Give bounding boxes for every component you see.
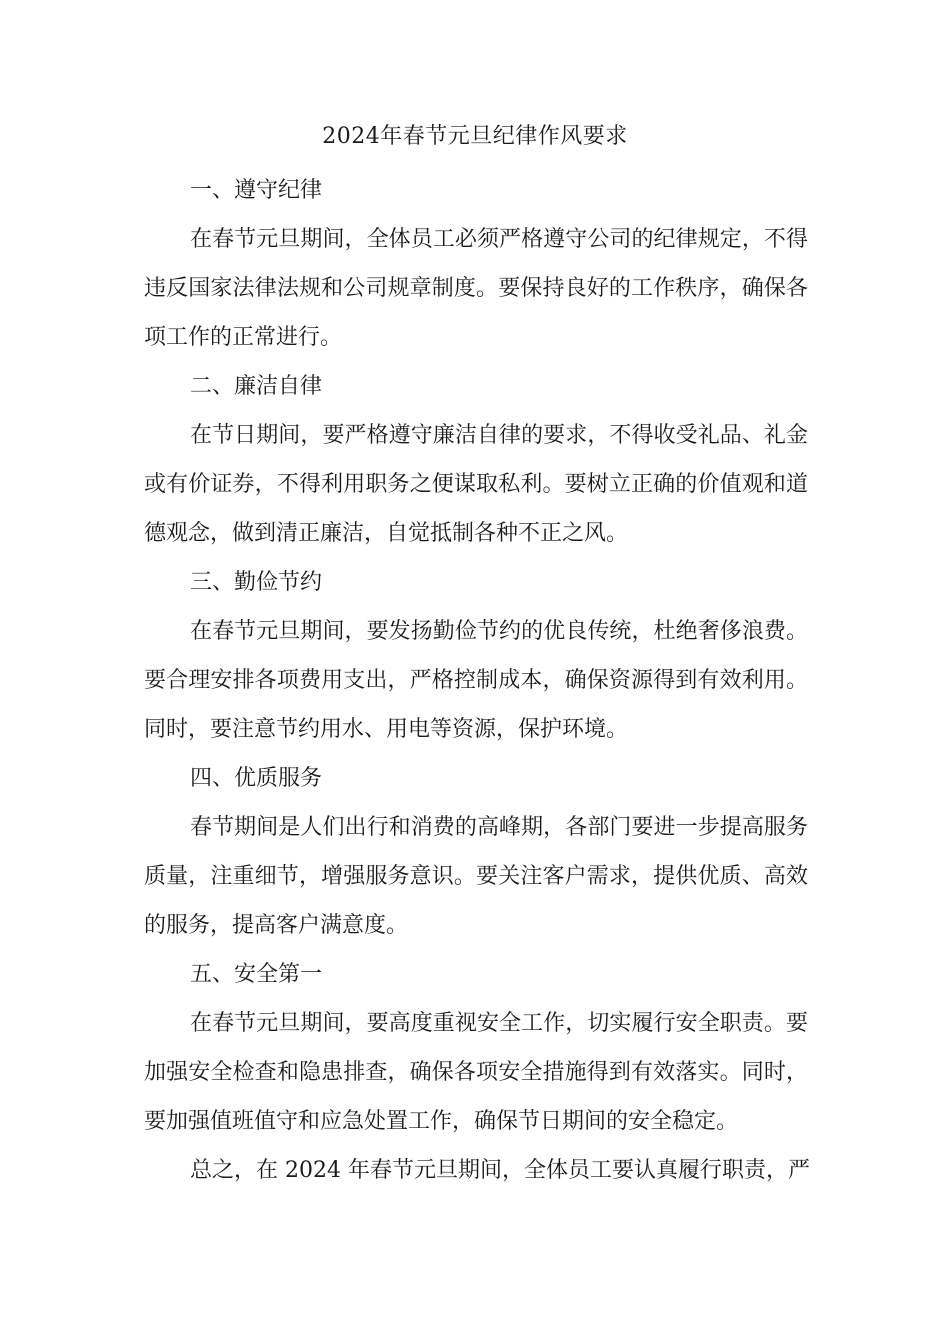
section-paragraph-safety <box>144 999 808 1146</box>
section-heading-discipline: 一、遵守纪律 <box>190 178 323 203</box>
section-paragraph-discipline <box>144 215 808 362</box>
section-paragraph-integrity <box>144 411 808 558</box>
paragraph-line: 在春节元旦期间，要高度重视安全工作，切实履行安全职责。要 <box>190 1011 808 1036</box>
paragraph-line: 总之，在 2024 年春节元旦期间，全体员工要认真履行职责，严 <box>190 1158 810 1183</box>
paragraph-line: 在节日期间，要严格遵守廉洁自律的要求，不得收受礼品、礼金 <box>190 423 808 448</box>
section-heading-frugality: 三、勤俭节约 <box>190 570 323 595</box>
paragraph-line: 德观念，做到清正廉洁，自觉抵制各种不正之风。 <box>144 521 629 546</box>
document-body <box>144 166 808 1195</box>
paragraph-line: 或有价证券，不得利用职务之便谋取私利。要树立正确的价值观和道 <box>144 472 808 497</box>
paragraph-line: 同时，要注意节约用水、用电等资源，保护环境。 <box>144 717 629 742</box>
paragraph-line: 要加强值班值守和应急处置工作，确保节日期间的安全稳定。 <box>144 1109 739 1134</box>
paragraph-line: 项工作的正常进行。 <box>144 325 343 350</box>
section-paragraph-frugality <box>144 607 808 754</box>
paragraph-line: 加强安全检查和隐患排查，确保各项安全措施得到有效落实。同时， <box>144 1060 808 1085</box>
section-heading-service: 四、优质服务 <box>190 766 323 791</box>
section-heading-safety: 五、安全第一 <box>190 962 323 987</box>
paragraph-line: 要合理安排各项费用支出，严格控制成本，确保资源得到有效利用。 <box>144 668 808 693</box>
paragraph-line: 的服务，提高客户满意度。 <box>144 913 409 938</box>
paragraph-line: 在春节元旦期间，全体员工必须严格遵守公司的纪律规定，不得 <box>190 227 808 252</box>
paragraph-line: 春节期间是人们出行和消费的高峰期，各部门要进一步提高服务 <box>190 815 808 840</box>
section-heading-integrity: 二、廉洁自律 <box>190 374 323 399</box>
paragraph-line: 在春节元旦期间，要发扬勤俭节约的优良传统，杜绝奢侈浪费。 <box>190 619 808 644</box>
paragraph-line: 违反国家法律法规和公司规章制度。要保持良好的工作秩序，确保各 <box>144 276 808 301</box>
section-paragraph-service <box>144 803 808 950</box>
closing-paragraph <box>144 1146 808 1195</box>
document-title: 2024年春节元旦纪律作风要求 <box>322 124 628 149</box>
paragraph-line: 质量，注重细节，增强服务意识。要关注客户需求，提供优质、高效 <box>144 864 808 889</box>
